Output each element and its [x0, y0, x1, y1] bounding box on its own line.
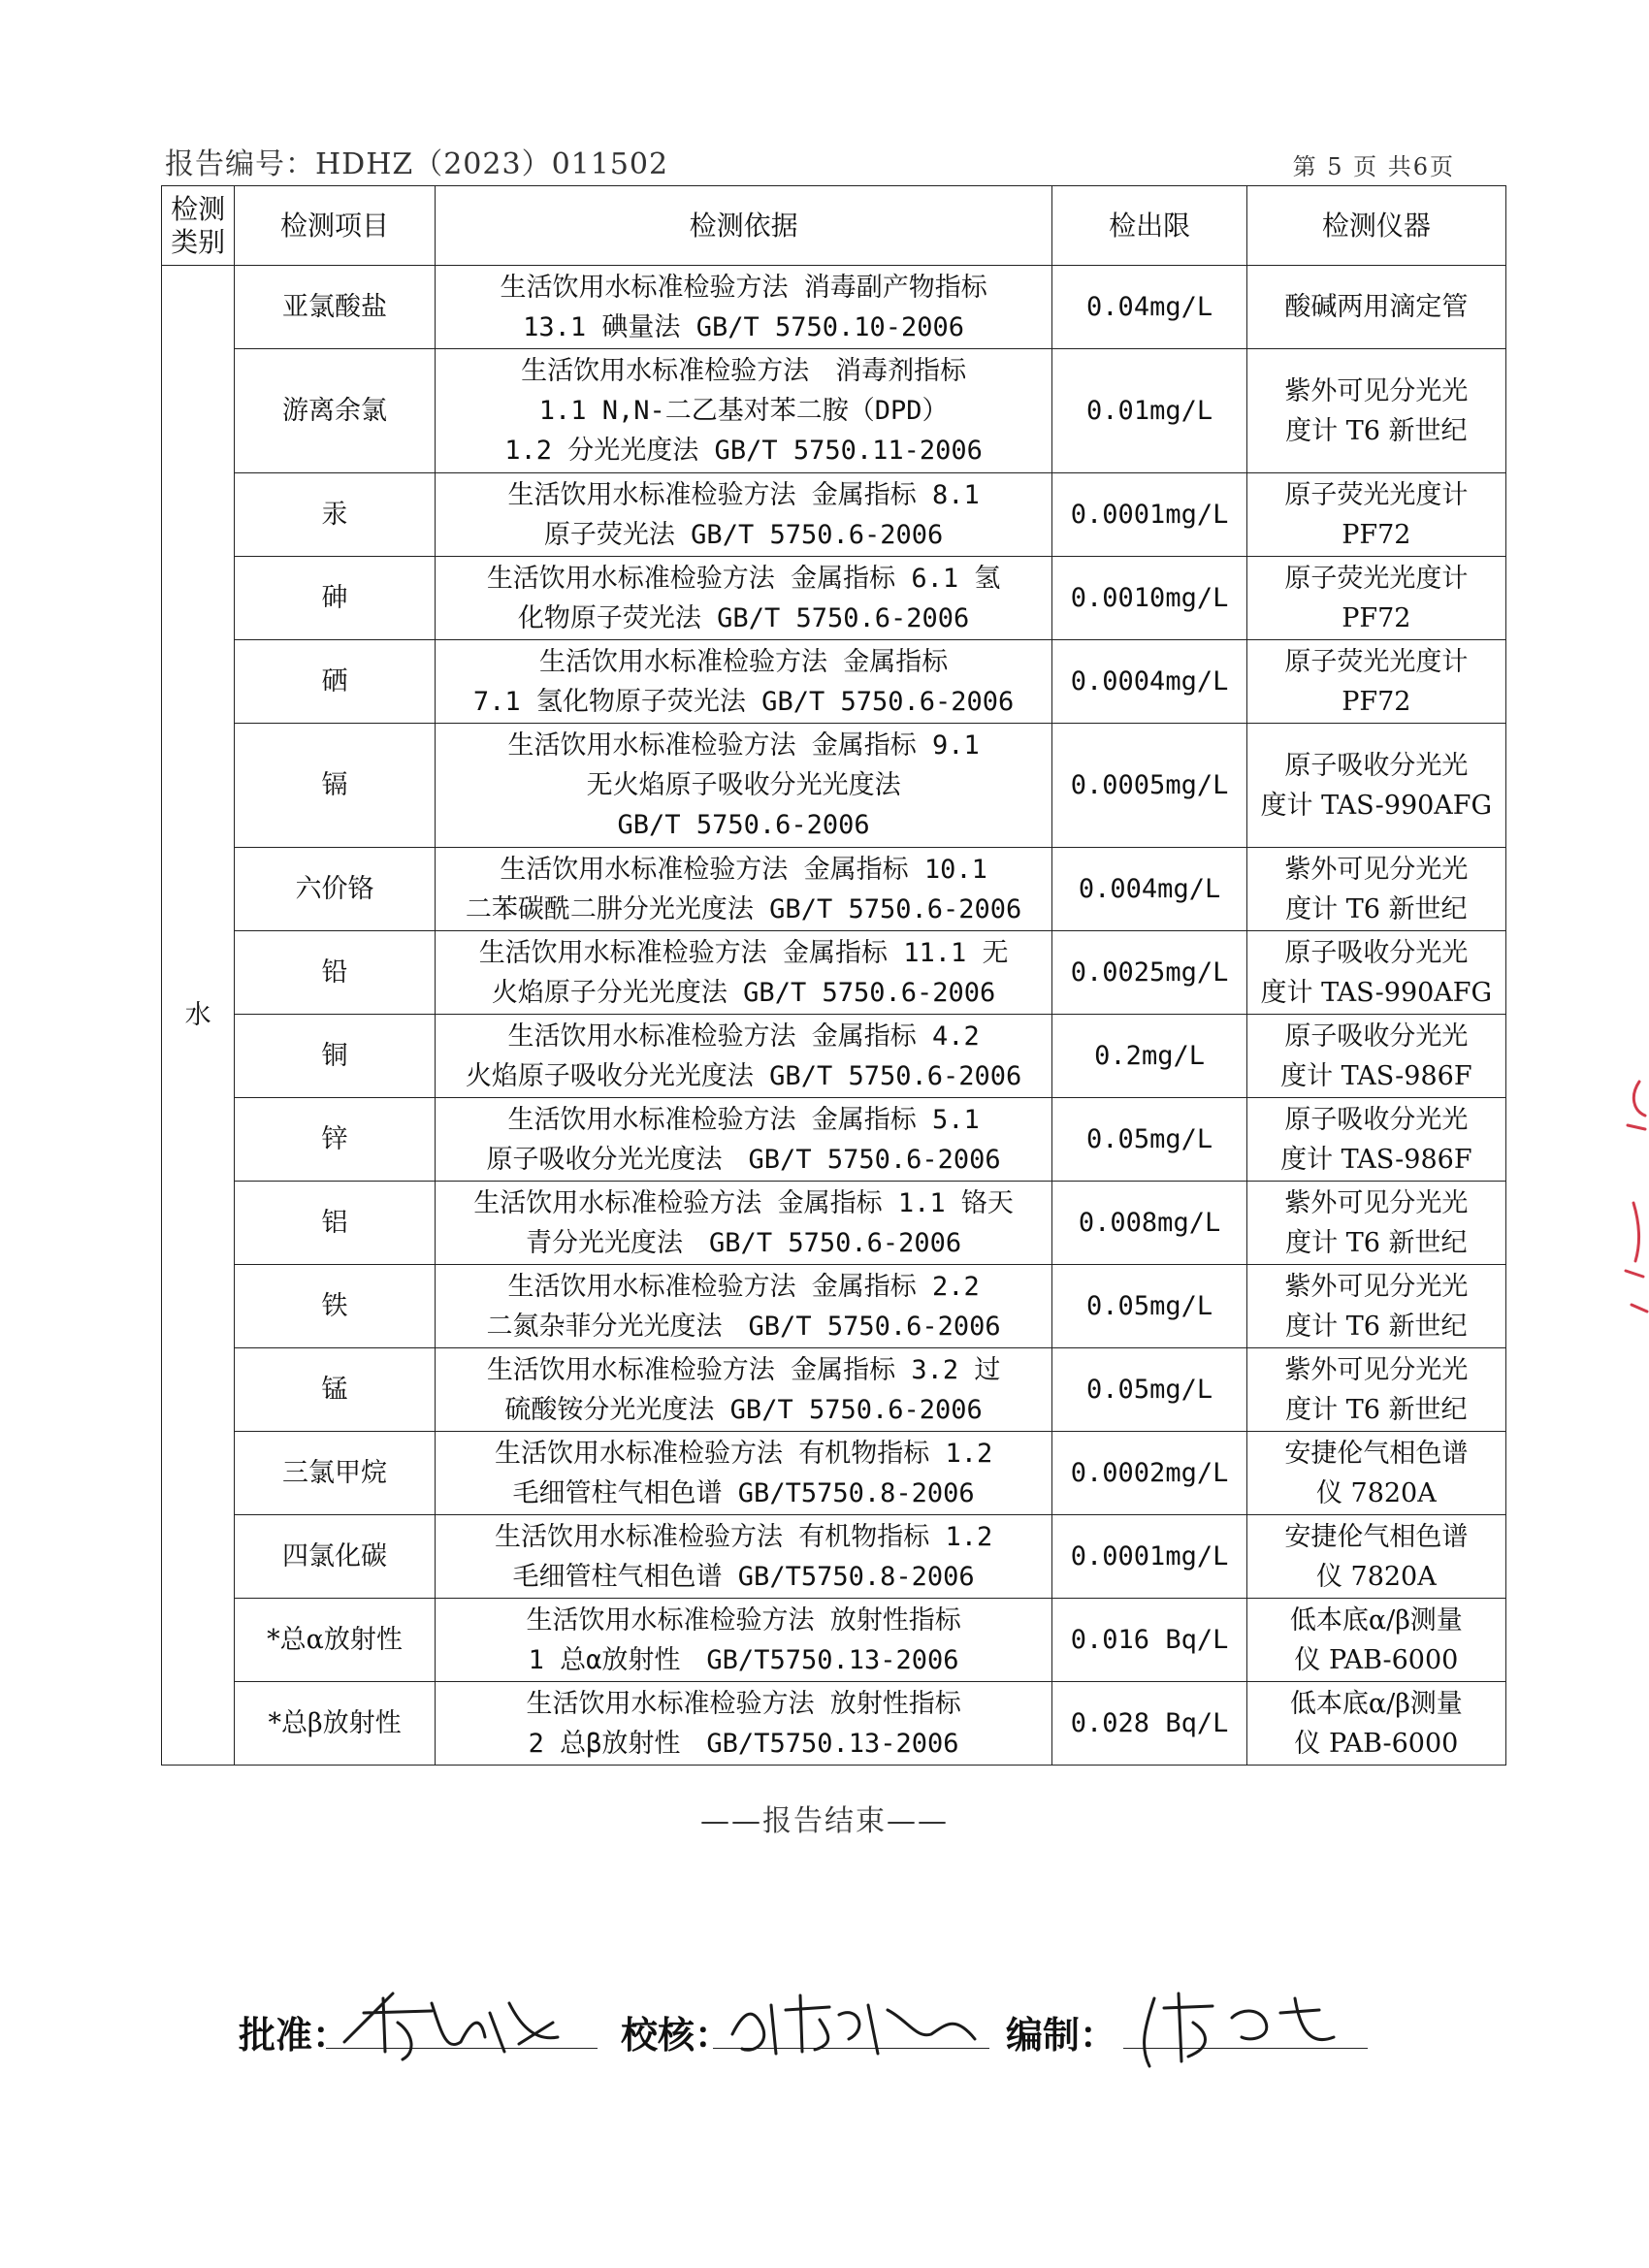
instrument-line: 度计 T6 新世纪: [1285, 415, 1468, 446]
basis-cell: [435, 724, 1052, 848]
instrument-cell: [1246, 1599, 1505, 1682]
instrument-cell: [1246, 557, 1505, 640]
limit-cell: 0.2mg/L: [1052, 1015, 1246, 1098]
instrument-line: 仪 PAB-6000: [1294, 1728, 1459, 1759]
instrument-cell: [1246, 1265, 1505, 1348]
basis-cell: [435, 1599, 1052, 1682]
instrument-line: 仪 7820A: [1315, 1477, 1437, 1508]
basis-line: 毛细管柱气相色谱 GB/T5750.8-2006: [512, 1477, 975, 1508]
instrument-line: 原子吸收分光光: [1284, 750, 1469, 781]
instrument-line: 酸碱两用滴定管: [1284, 292, 1469, 322]
basis-line: 2 总β放射性 GB/T5750.13-2006: [528, 1728, 959, 1759]
item-cell: *总β放射性: [235, 1682, 435, 1766]
basis-line: 青分光光度法 GB/T 5750.6-2006: [526, 1227, 962, 1258]
basis-cell: [435, 557, 1052, 640]
limit-cell: 0.01mg/L: [1052, 349, 1246, 473]
table-row: [162, 848, 1506, 931]
basis-line: 原子吸收分光光度法 GB/T 5750.6-2006: [486, 1144, 1001, 1175]
item-cell: 镉: [235, 724, 435, 848]
instrument-cell: [1246, 349, 1505, 473]
header-instrument: 检测仪器: [1246, 186, 1505, 266]
item-cell: 锰: [235, 1348, 435, 1432]
instrument-cell: [1246, 473, 1505, 557]
basis-line: 生活饮用水标准检验方法 金属指标 5.1: [507, 1104, 980, 1135]
item-cell: 锌: [235, 1098, 435, 1182]
basis-line: 生活饮用水标准检验方法 金属指标 6.1 氢: [486, 563, 1001, 594]
basis-cell: [435, 1015, 1052, 1098]
limit-cell: 0.04mg/L: [1052, 266, 1246, 349]
review-signature: [723, 1986, 994, 2073]
basis-cell: [435, 1182, 1052, 1265]
test-method-table: [161, 185, 1506, 1766]
basis-line: 生活饮用水标准检验方法 金属指标: [538, 646, 949, 677]
page-number: 第 5 页 共6页: [1292, 153, 1455, 180]
instrument-line: 度计 T6 新世纪: [1285, 1227, 1468, 1258]
basis-cell: [435, 931, 1052, 1015]
category-cell: 水: [162, 266, 235, 1766]
instrument-line: 紫外可见分光光: [1284, 1187, 1469, 1218]
instrument-cell: [1246, 1182, 1505, 1265]
table-body: [162, 266, 1506, 1766]
instrument-cell: [1246, 266, 1505, 349]
limit-cell: 0.0001mg/L: [1052, 473, 1246, 557]
basis-cell: [435, 1348, 1052, 1432]
item-cell: 汞: [235, 473, 435, 557]
basis-line: 硫酸铵分光光度法 GB/T 5750.6-2006: [504, 1394, 983, 1425]
item-cell: 铁: [235, 1265, 435, 1348]
approve-signature: [325, 1984, 577, 2071]
table-row: [162, 931, 1506, 1015]
instrument-line: 仪 7820A: [1315, 1561, 1437, 1592]
basis-line: 生活饮用水标准检验方法 金属指标 11.1 无: [478, 937, 1009, 968]
table-row: [162, 1515, 1506, 1599]
instrument-line: 原子荧光光度计: [1284, 563, 1469, 594]
instrument-line: 紫外可见分光光: [1284, 1354, 1469, 1385]
table-row: [162, 1432, 1506, 1515]
table-row: [162, 1182, 1506, 1265]
review-label: 校核：: [621, 2014, 732, 2057]
approve-label: 批准：: [239, 2014, 350, 2057]
instrument-cell: [1246, 1432, 1505, 1515]
basis-cell: [435, 349, 1052, 473]
instrument-cell: [1246, 931, 1505, 1015]
basis-line: 1 总α放射性 GB/T5750.13-2006: [528, 1644, 959, 1675]
table-row: [162, 724, 1506, 848]
basis-cell: [435, 848, 1052, 931]
basis-cell: [435, 266, 1052, 349]
instrument-line: 低本底α/β测量: [1289, 1688, 1463, 1719]
table-row: [162, 1348, 1506, 1432]
limit-cell: 0.0001mg/L: [1052, 1515, 1246, 1599]
instrument-line: 度计 TAS-990AFG: [1260, 790, 1493, 821]
limit-cell: 0.05mg/L: [1052, 1098, 1246, 1182]
basis-line: GB/T 5750.6-2006: [617, 810, 870, 840]
table-row: [162, 266, 1506, 349]
basis-line: 生活饮用水标准检验方法 金属指标 3.2 过: [486, 1354, 1001, 1385]
instrument-line: 原子荧光光度计: [1284, 479, 1469, 510]
instrument-cell: [1246, 1515, 1505, 1599]
limit-cell: 0.028 Bq/L: [1052, 1682, 1246, 1766]
table-row: [162, 349, 1506, 473]
item-cell: 硒: [235, 640, 435, 724]
basis-line: 火焰原子吸收分光光度法 GB/T 5750.6-2006: [465, 1060, 1022, 1091]
instrument-line: 原子吸收分光光: [1284, 1104, 1469, 1135]
limit-cell: 0.05mg/L: [1052, 1265, 1246, 1348]
limit-cell: 0.0010mg/L: [1052, 557, 1246, 640]
compile-signature: [1125, 1979, 1358, 2076]
table-row: [162, 1015, 1506, 1098]
limit-cell: 0.0025mg/L: [1052, 931, 1246, 1015]
limit-cell: 0.05mg/L: [1052, 1348, 1246, 1432]
instrument-line: 原子吸收分光光: [1284, 937, 1469, 968]
instrument-line: 安捷伦气相色谱: [1284, 1438, 1469, 1469]
instrument-line: 紫外可见分光光: [1284, 854, 1469, 885]
limit-cell: 0.0002mg/L: [1052, 1432, 1246, 1515]
basis-line: 生活饮用水标准检验方法 金属指标 2.2: [507, 1271, 980, 1302]
basis-cell: [435, 1515, 1052, 1599]
seal-stamp-edge: [1610, 1057, 1649, 1348]
instrument-cell: [1246, 1682, 1505, 1766]
instrument-cell: [1246, 848, 1505, 931]
basis-line: 7.1 氢化物原子荧光法 GB/T 5750.6-2006: [472, 686, 1015, 717]
basis-line: 生活饮用水标准检验方法 放射性指标: [526, 1688, 961, 1719]
table-row: [162, 1682, 1506, 1766]
basis-cell: [435, 1098, 1052, 1182]
instrument-cell: [1246, 724, 1505, 848]
basis-line: 二氮杂菲分光光度法 GB/T 5750.6-2006: [486, 1311, 1001, 1342]
instrument-line: PF72: [1342, 602, 1411, 633]
instrument-line: 紫外可见分光光: [1284, 375, 1469, 406]
basis-line: 生活饮用水标准检验方法 消毒剂指标: [521, 356, 967, 386]
item-cell: 游离余氯: [235, 349, 435, 473]
instrument-line: 原子荧光光度计: [1284, 646, 1469, 677]
limit-cell: 0.0004mg/L: [1052, 640, 1246, 724]
instrument-line: PF72: [1342, 686, 1411, 717]
basis-line: 生活饮用水标准检验方法 消毒副产物指标: [500, 272, 987, 303]
item-cell: 砷: [235, 557, 435, 640]
basis-line: 毛细管柱气相色谱 GB/T5750.8-2006: [512, 1561, 975, 1592]
basis-line: 生活饮用水标准检验方法 放射性指标: [526, 1604, 961, 1636]
item-cell: 铅: [235, 931, 435, 1015]
instrument-cell: [1246, 640, 1505, 724]
basis-line: 生活饮用水标准检验方法 金属指标 4.2: [507, 1021, 980, 1052]
table-header-row: [162, 186, 1506, 266]
basis-line: 1.2 分光光度法 GB/T 5750.11-2006: [504, 436, 983, 466]
table-row: [162, 557, 1506, 640]
item-cell: 亚氯酸盐: [235, 266, 435, 349]
table-row: [162, 1599, 1506, 1682]
basis-line: 化物原子荧光法 GB/T 5750.6-2006: [517, 602, 970, 633]
item-cell: 四氯化碳: [235, 1515, 435, 1599]
instrument-line: 度计 TAS-990AFG: [1260, 977, 1493, 1008]
item-cell: 六价铬: [235, 848, 435, 931]
basis-cell: [435, 473, 1052, 557]
table-row: [162, 1098, 1506, 1182]
basis-cell: [435, 1265, 1052, 1348]
item-cell: 铜: [235, 1015, 435, 1098]
item-cell: *总α放射性: [235, 1599, 435, 1682]
compile-label: 编制：: [1006, 2014, 1117, 2057]
signature-row: [0, 1984, 1649, 2081]
instrument-line: 度计 TAS-986F: [1280, 1060, 1472, 1091]
instrument-line: 安捷伦气相色谱: [1284, 1521, 1469, 1552]
limit-cell: 0.008mg/L: [1052, 1182, 1246, 1265]
header-category: 检测 类别: [162, 186, 235, 266]
table-row: [162, 640, 1506, 724]
report-number: 报告编号：HDHZ（2023）011502: [165, 147, 669, 181]
basis-line: 生活饮用水标准检验方法 有机物指标 1.2: [494, 1438, 993, 1469]
report-end: ——报告结束——: [700, 1804, 949, 1838]
basis-line: 生活饮用水标准检验方法 金属指标 1.1 铬天: [473, 1187, 1014, 1218]
instrument-line: 度计 TAS-986F: [1280, 1144, 1472, 1175]
table-row: [162, 473, 1506, 557]
item-cell: 三氯甲烷: [235, 1432, 435, 1515]
instrument-cell: [1246, 1098, 1505, 1182]
basis-line: 火焰原子分光光度法 GB/T 5750.6-2006: [491, 977, 996, 1008]
instrument-line: 度计 T6 新世纪: [1285, 1311, 1468, 1342]
instrument-line: 度计 T6 新世纪: [1285, 893, 1468, 924]
basis-line: 生活饮用水标准检验方法 金属指标 9.1: [507, 730, 980, 761]
basis-line: 二苯碳酰二肼分光光度法 GB/T 5750.6-2006: [465, 893, 1022, 924]
instrument-line: 度计 T6 新世纪: [1285, 1394, 1468, 1425]
basis-cell: [435, 1682, 1052, 1766]
header-basis: 检测依据: [435, 186, 1052, 266]
header-limit: 检出限: [1052, 186, 1246, 266]
limit-cell: 0.004mg/L: [1052, 848, 1246, 931]
header-item: 检测项目: [235, 186, 435, 266]
basis-cell: [435, 1432, 1052, 1515]
basis-line: 原子荧光法 GB/T 5750.6-2006: [543, 519, 944, 550]
table-row: [162, 1265, 1506, 1348]
basis-line: 生活饮用水标准检验方法 金属指标 10.1: [500, 854, 987, 885]
basis-line: 生活饮用水标准检验方法 金属指标 8.1: [507, 479, 980, 510]
basis-line: 13.1 碘量法 GB/T 5750.10-2006: [523, 311, 965, 342]
basis-cell: [435, 640, 1052, 724]
instrument-line: 仪 PAB-6000: [1294, 1644, 1459, 1675]
basis-line: 生活饮用水标准检验方法 有机物指标 1.2: [494, 1521, 993, 1552]
instrument-line: PF72: [1342, 519, 1411, 550]
basis-line: 无火焰原子吸收分光光度法: [586, 770, 901, 800]
instrument-line: 低本底α/β测量: [1289, 1604, 1463, 1636]
limit-cell: 0.0005mg/L: [1052, 724, 1246, 848]
basis-line: 1.1 N,N-二乙基对苯二胺（DPD）: [538, 396, 949, 426]
instrument-line: 原子吸收分光光: [1284, 1021, 1469, 1052]
item-cell: 铝: [235, 1182, 435, 1265]
instrument-cell: [1246, 1015, 1505, 1098]
instrument-cell: [1246, 1348, 1505, 1432]
instrument-line: 紫外可见分光光: [1284, 1271, 1469, 1302]
limit-cell: 0.016 Bq/L: [1052, 1599, 1246, 1682]
